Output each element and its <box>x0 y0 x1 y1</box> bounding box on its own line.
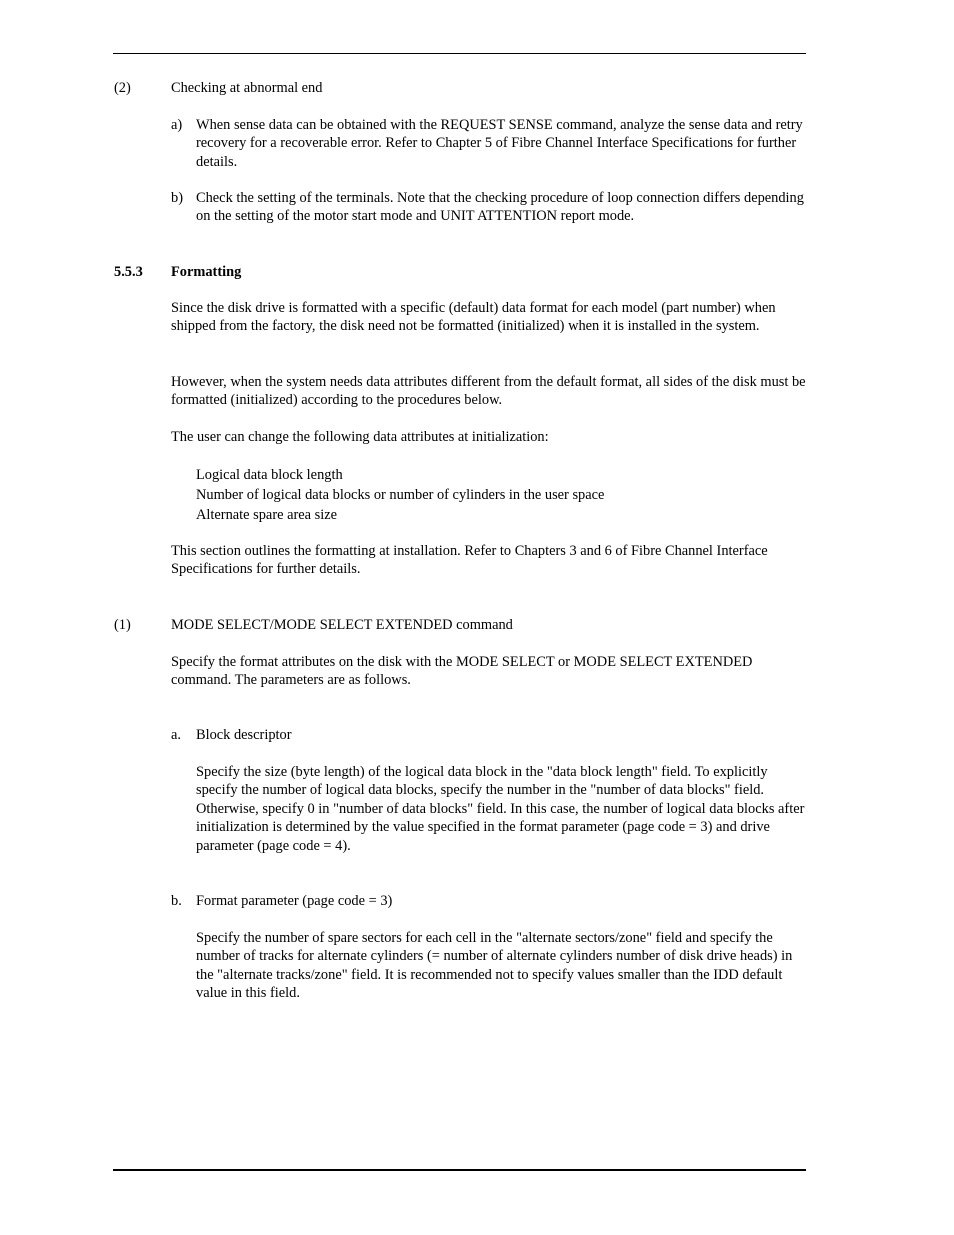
list-label: b) <box>171 190 183 206</box>
attribute-list-item: Number of logical data blocks or number of cylinders in the user space <box>196 487 605 503</box>
section-title: MODE SELECT/MODE SELECT EXTENDED command <box>171 617 513 633</box>
list-label: b. <box>171 893 182 909</box>
header-rule <box>113 53 806 54</box>
attribute-list-item: Alternate spare area size <box>196 507 338 523</box>
paragraph: Since the disk drive is formatted with a specific (default) data format for each model (part number) when shipped from the factory, the disk need not be formatted (initialized) when it is installed in the system. <box>171 300 776 335</box>
paragraph: The user can change the following data attributes at initialization: <box>171 429 549 445</box>
list-label: a) <box>171 117 183 133</box>
paragraph: This section outlines the formatting at installation. Refer to Chapters 3 and 6 of Fibre Channel Interface Specifications for further details. <box>171 543 768 578</box>
list-item-title: Block descriptor <box>196 727 292 743</box>
list-item-text: Specify the number of spare sectors for each cell in the "alternate sectors/zone" field and specify the number of tracks for alternate cylinders (= number of alternate cylinders number of disk drive heads) in the "alternate tracks/zone" field. It is recommended not to specify values smaller than the IDD default value in this field. <box>196 930 793 1002</box>
list-item-text: When sense data can be obtained with the REQUEST SENSE command, analyze the sense data and retry recovery for a recoverable error. Refer to Chapter 5 of Fibre Channel Interface Specifications for further details. <box>196 117 803 170</box>
list-item-text: Specify the size (byte length) of the logical data block in the "data block length" field. To explicitly specify the number of logical data blocks, specify the number in the "number of data blocks" field. Otherwise, specify 0 in "number of data blocks" field. In this case, the number of logical data blocks after initialization is determined by the value specified in the format parameter (page code = 3) and drive parameter (page code = 4). <box>196 764 805 854</box>
list-item-title: Format parameter (page code = 3) <box>196 893 393 909</box>
attribute-list-item: Logical data block length <box>196 467 343 483</box>
list-label: a. <box>171 727 181 743</box>
list-item-text: Check the setting of the terminals. Note that the checking procedure of loop connection differs depending on the setting of the motor start mode and UNIT ATTENTION report mode. <box>196 190 804 225</box>
footer-rule <box>113 1169 806 1171</box>
section-number: (2) <box>114 80 131 96</box>
paragraph: However, when the system needs data attributes different from the default format, all sides of the disk must be formatted (initialized) according to the procedures below. <box>171 374 806 409</box>
section-number: (1) <box>114 617 131 633</box>
paragraph: Specify the format attributes on the disk with the MODE SELECT or MODE SELECT EXTENDED command. The parameters are as follows. <box>171 654 753 689</box>
section-title: Checking at abnormal end <box>171 80 323 96</box>
section-number: 5.5.3 <box>114 264 143 280</box>
section-heading: Formatting <box>171 264 242 280</box>
